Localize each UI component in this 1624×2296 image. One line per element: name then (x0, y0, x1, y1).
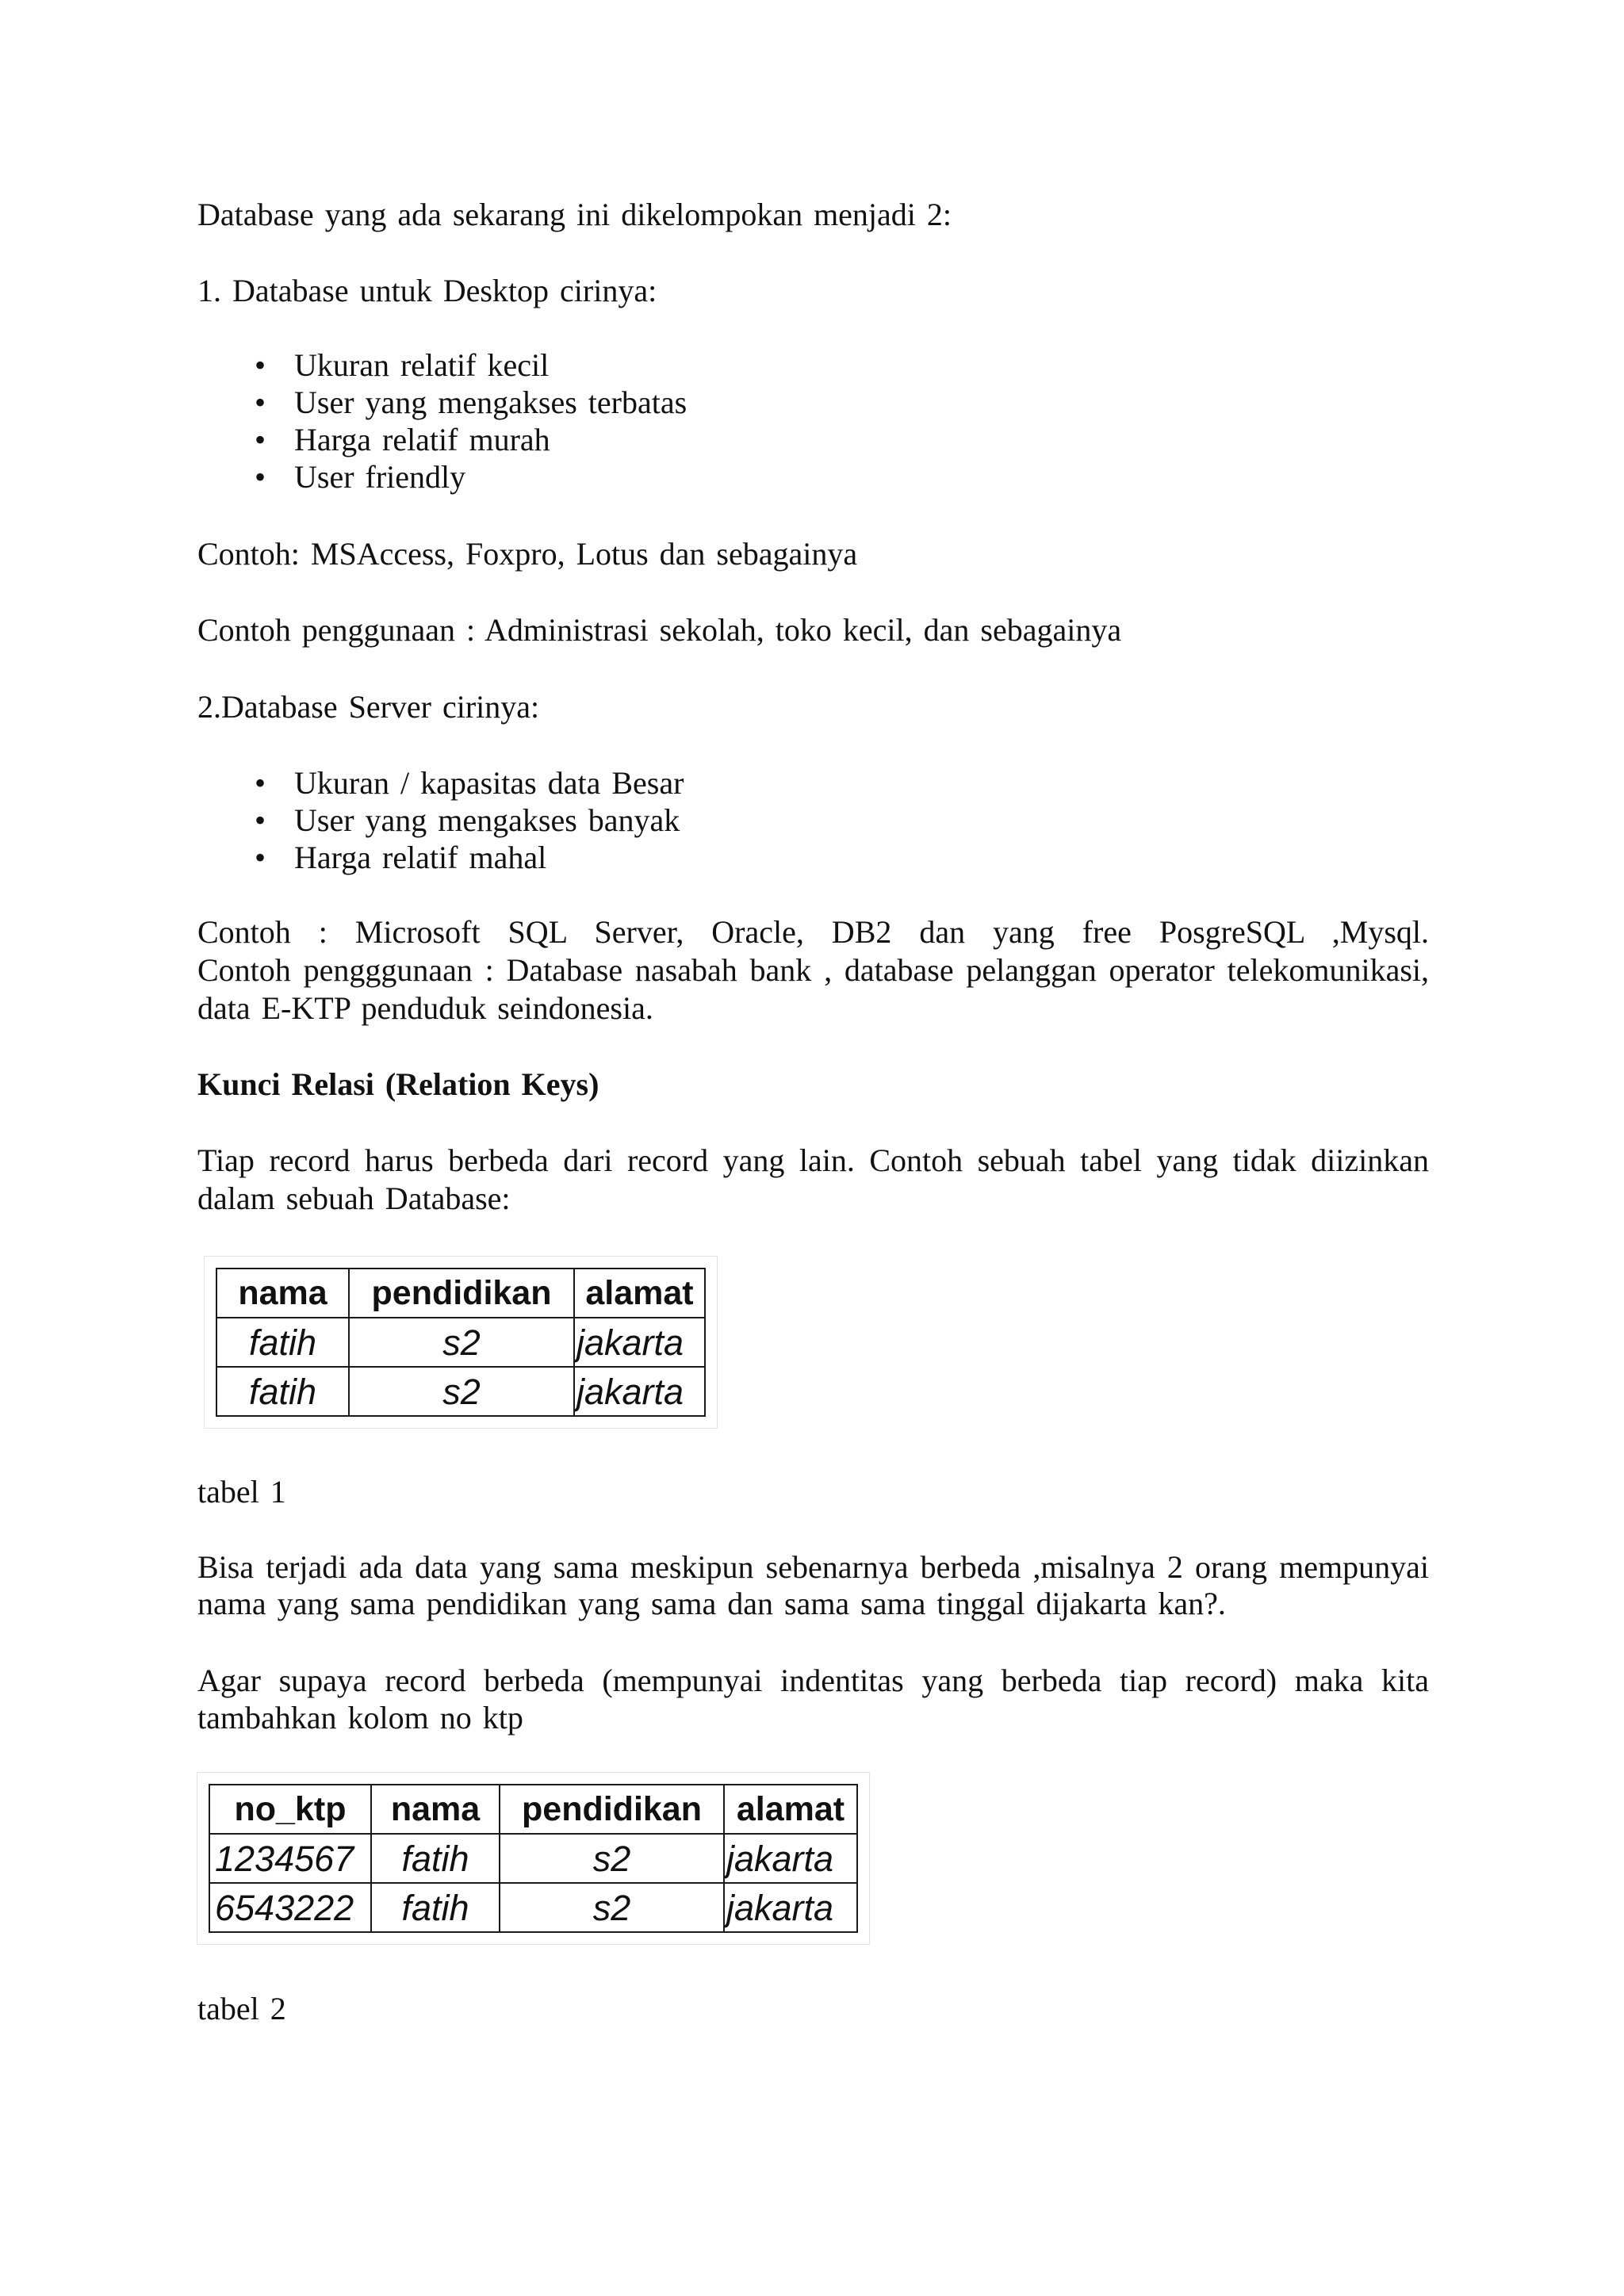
table-header-row (216, 1269, 705, 1318)
paragraph-line: Contoh pengggunaan : Database nasabah bank , database pelanggan operator telekomunikasi, (197, 952, 1429, 988)
paragraph-line: Tiap record harus berbeda dari record yang lain. Contoh sebuah tabel yang tidak diizinkan (197, 1142, 1429, 1178)
table2-image (197, 1772, 870, 1945)
header-cell: nama (216, 1269, 349, 1318)
table-cell: jakarta (724, 1883, 857, 1932)
server-bullet-list (197, 764, 1429, 876)
header-cell: pendidikan (500, 1785, 724, 1834)
desktop-bullet-list (197, 346, 1429, 496)
table-header-row (209, 1785, 857, 1834)
relation-intro-paragraph (197, 1142, 1429, 1218)
table-row (216, 1318, 705, 1367)
table-row (216, 1367, 705, 1416)
section-heading: Kunci Relasi (Relation Keys) (197, 1066, 599, 1102)
bullet-item (197, 346, 1429, 384)
bullet-text: User yang mengakses banyak (294, 802, 680, 838)
bullet-text: Harga relatif murah (294, 422, 550, 457)
bullet-text: Harga relatif mahal (294, 840, 547, 875)
bullet-item (197, 458, 1429, 496)
header-cell: alamat (574, 1269, 705, 1318)
paragraph-line: nama yang sama pendidikan yang sama dan sama sama tinggal dijakarta kan?. (197, 1586, 1226, 1621)
desktop-heading: 1. Database untuk Desktop cirinya: (197, 273, 657, 308)
paragraph-line: tambahkan kolom no ktp (197, 1700, 523, 1735)
header-cell: nama (371, 1785, 500, 1834)
bullet-text: Ukuran / kapasitas data Besar (294, 765, 684, 801)
bullet-item (197, 764, 1429, 802)
paragraph-line: Agar supaya record berbeda (mempunyai indentitas yang berbeda tiap record) maka kita (197, 1663, 1429, 1698)
paragraph-line: Contoh : Microsoft SQL Server, Oracle, DB2 dan yang free PosgreSQL ,Mysql. (197, 914, 1429, 950)
bullet-text: User yang mengakses terbatas (294, 385, 688, 420)
table-cell: fatih (216, 1367, 349, 1416)
server-heading: 2.Database Server cirinya: (197, 689, 540, 725)
bullet-icon (255, 421, 266, 458)
paragraph-line: Bisa terjadi ada data yang sama meskipun sebenarnya berbeda ,misalnya 2 orang mempunyai (197, 1549, 1429, 1585)
paragraph-line: dalam sebuah Database: (197, 1181, 511, 1216)
header-cell: alamat (724, 1785, 857, 1834)
table2-caption: tabel 2 (197, 1991, 286, 2026)
table-cell: jakarta (574, 1367, 705, 1416)
bullet-text: User friendly (294, 459, 466, 495)
table-cell: s2 (349, 1318, 574, 1367)
bullet-icon (255, 839, 266, 876)
table-row (209, 1883, 857, 1932)
bullet-icon (255, 346, 266, 384)
solution-paragraph (197, 1662, 1429, 1736)
table-cell: jakarta (724, 1834, 857, 1883)
table1-caption: tabel 1 (197, 1474, 286, 1510)
table-row (209, 1834, 857, 1883)
table2 (209, 1784, 858, 1933)
table-cell: 1234567 (209, 1834, 371, 1883)
table-cell: s2 (500, 1883, 724, 1932)
table-cell: jakarta (574, 1318, 705, 1367)
desktop-example: Contoh: MSAccess, Foxpro, Lotus dan sebagainya (197, 536, 858, 572)
header-cell: pendidikan (349, 1269, 574, 1318)
bullet-icon (255, 764, 266, 802)
paragraph-line: data E-KTP penduduk seindonesia. (197, 990, 653, 1026)
table-cell: s2 (500, 1834, 724, 1883)
table1-image (204, 1256, 718, 1429)
explanation-paragraph (197, 1549, 1429, 1622)
bullet-item (197, 802, 1429, 839)
bullet-text: Ukuran relatif kecil (294, 347, 550, 383)
table-cell: fatih (371, 1834, 500, 1883)
bullet-item (197, 421, 1429, 458)
bullet-item (197, 384, 1429, 421)
table-cell: s2 (349, 1367, 574, 1416)
server-paragraph (197, 913, 1429, 1027)
desktop-usage: Contoh penggunaan : Administrasi sekolah, toko kecil, dan sebagainya (197, 612, 1122, 648)
table-cell: fatih (371, 1883, 500, 1932)
bullet-icon (255, 384, 266, 421)
table-cell: fatih (216, 1318, 349, 1367)
intro-text: Database yang ada sekarang ini dikelompokan menjadi 2: (197, 197, 952, 232)
header-cell: no_ktp (209, 1785, 371, 1834)
bullet-icon (255, 802, 266, 839)
table1 (216, 1268, 706, 1417)
bullet-icon (255, 458, 266, 496)
bullet-item (197, 839, 1429, 876)
table-cell: 6543222 (209, 1883, 371, 1932)
